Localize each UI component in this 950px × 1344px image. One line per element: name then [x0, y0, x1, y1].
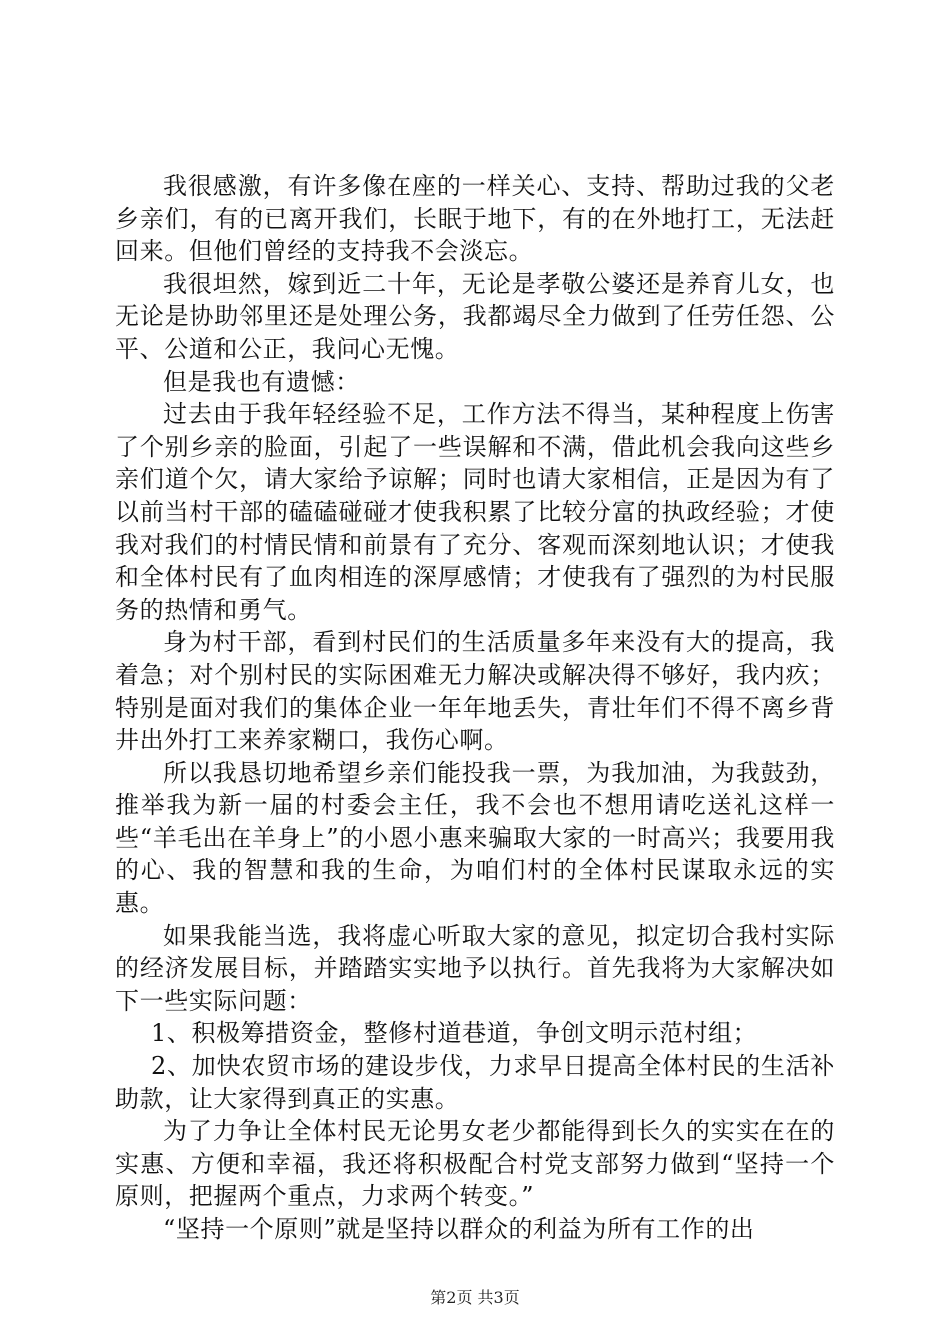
paragraph: 如果我能当选，我将虚心听取大家的意见，拟定切合我村实际的经济发展目标，并踏踏实实地予以执行。首先我将为大家解决如下一些实际问题：	[115, 921, 835, 1015]
paragraph: 我很坦然，嫁到近二十年，无论是孝敬公婆还是养育儿女，也无论是协助邻里还是处理公务，我都竭尽全力做到了任劳任怨、公平、公道和公正，我问心无愧。	[115, 269, 835, 363]
paragraph: “坚持一个原则”就是坚持以群众的利益为所有工作的出	[163, 1215, 755, 1243]
paragraph: 但是我也有遗憾：	[163, 367, 360, 396]
paragraph: 身为村干部，看到村民们的生活质量多年来没有大的提高，我着急；对个别村民的实际困难无力解决或解决得不够好，我内疚；特别是面对我们的集体企业一年年地丢失，青壮年们不得不离乡背井出外打工来养家糊口，我伤心啊。	[115, 628, 835, 755]
page-footer: 第2页 共3页	[430, 1288, 520, 1307]
paragraph: 为了力争让全体村民无论男女老少都能得到长久的实实在在的实惠、方便和幸福，我还将积极配合村党支部努力做到“坚持一个原则，把握两个重点，力求两个转变。”	[115, 1117, 835, 1211]
paragraph: 我很感激，有许多像在座的一样关心、支持、帮助过我的父老乡亲们，有的已离开我们，长眠于地下，有的在外地打工，无法赶回来。但他们曾经的支持我不会淡忘。	[115, 172, 835, 266]
paragraph: 过去由于我年轻经验不足，工作方法不得当，某种程度上伤害了个别乡亲的脸面，引起了一些误解和不满，借此机会我向这些乡亲们道个欠，请大家给予谅解；同时也请大家相信，正是因为有了以前当村干部的磕磕碰碰才使我积累了比较分富的执政经验；才使我对我们的村情民情和前景有了充分、客观而深刻地认识；才使我和全体村民有了血肉相连的深厚感情；才使我有了强烈的为村民服务的热情和勇气。	[115, 400, 835, 624]
list-item: 1、积极筹措资金，整修村道巷道，争创文明示范村组；	[151, 1019, 758, 1048]
document-body	[115, 170, 835, 1246]
list-item: 2、加快农贸市场的建设步伐，力求早日提高全体村民的生活补助款，让大家得到真正的实惠。	[115, 1052, 835, 1113]
paragraph: 所以我恳切地希望乡亲们能投我一票，为我加油，为我鼓劲，推举我为新一届的村委会主任，我不会也不想用请吃送礼这样一些“羊毛出在羊身上”的小恩小惠来骗取大家的一时高兴；我要用我的心、我的智慧和我的生命，为咱们村的全体村民谋取永远的实惠。	[115, 758, 835, 918]
